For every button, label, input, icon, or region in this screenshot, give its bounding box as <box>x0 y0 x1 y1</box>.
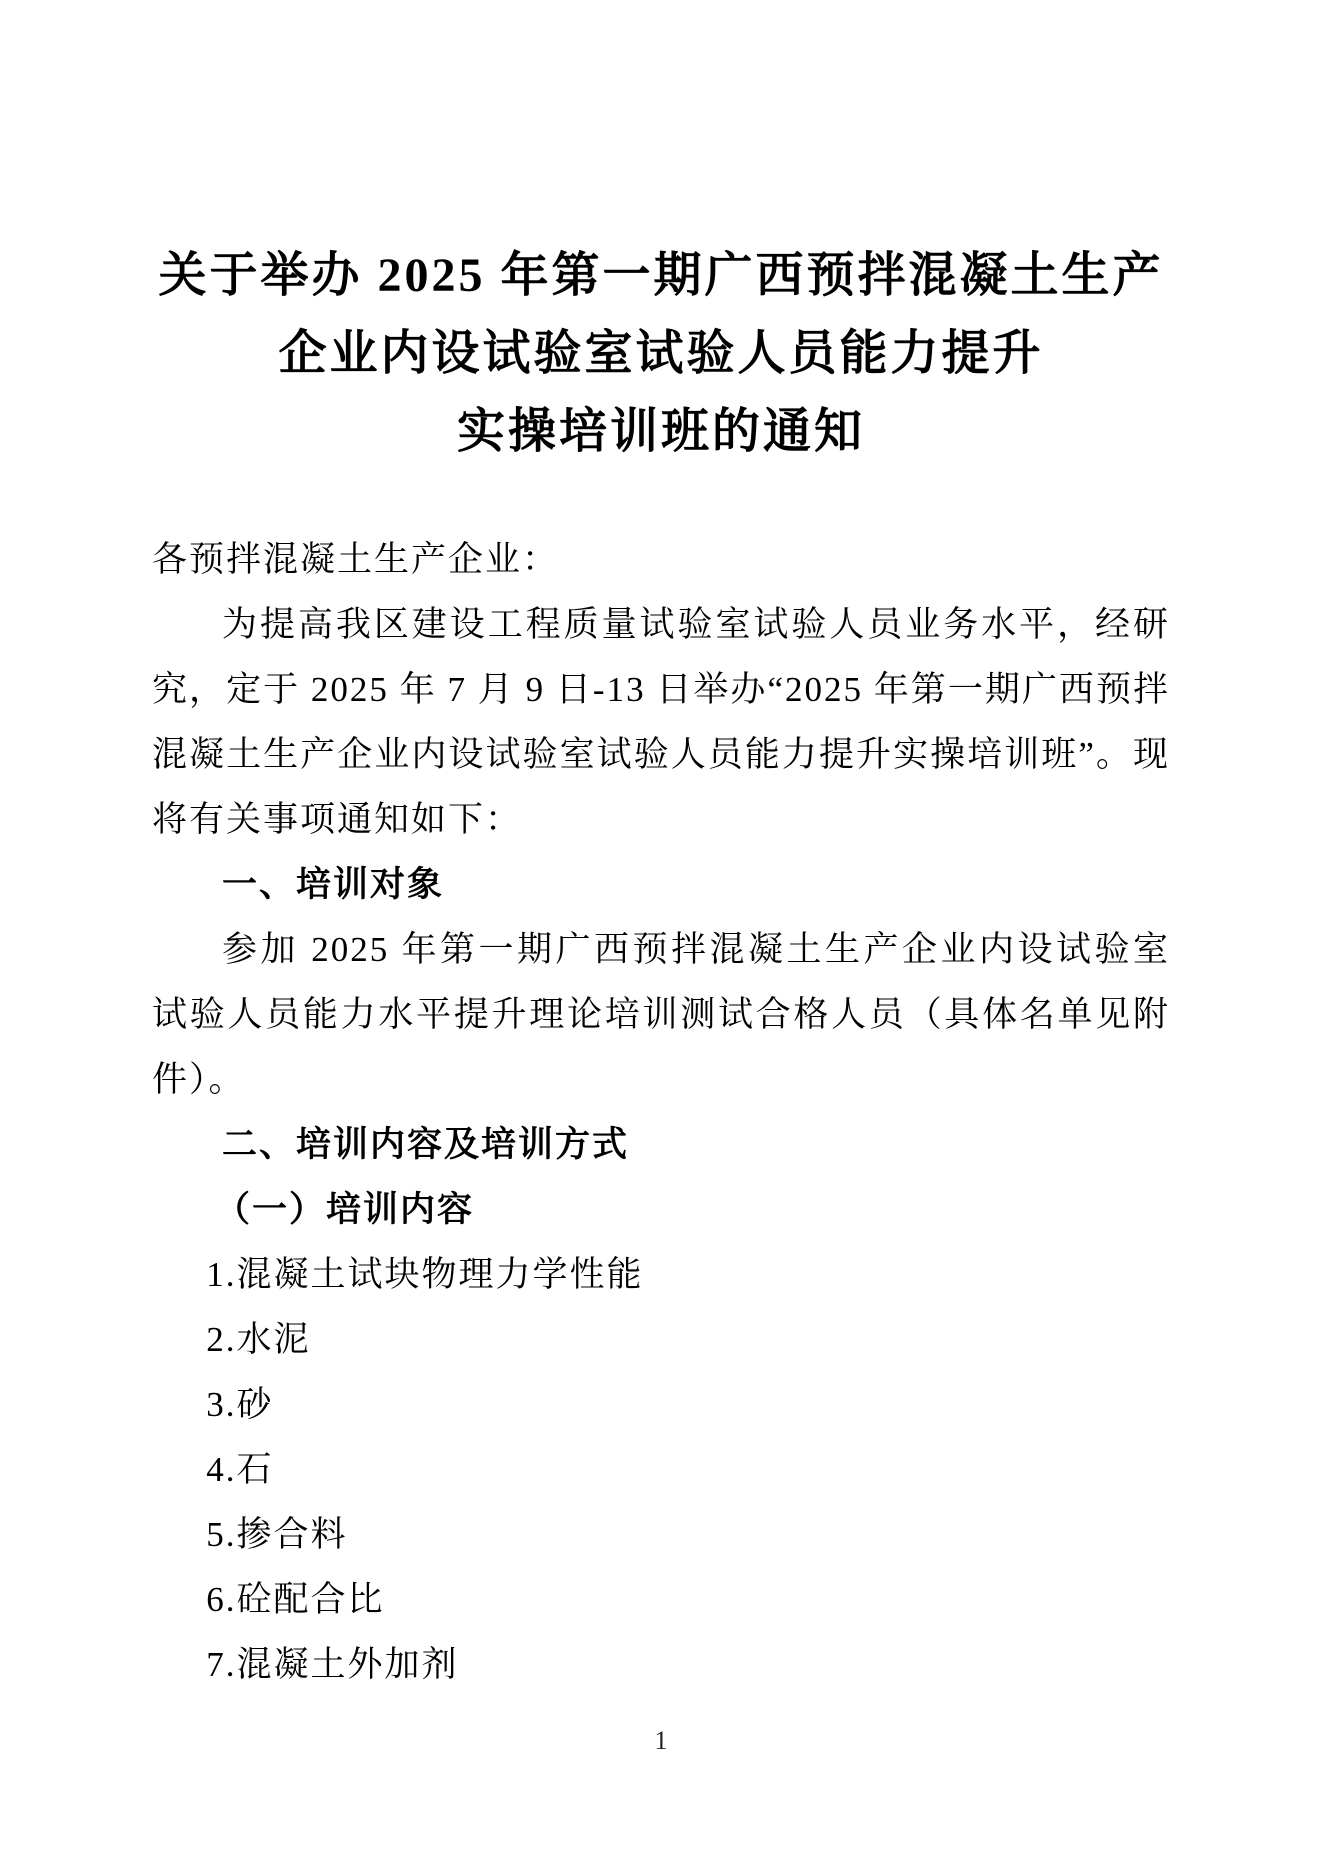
training-item-5: 5.掺合料 <box>206 1515 348 1554</box>
section-1-heading: 一、培训对象 <box>222 865 445 904</box>
trainees-paragraph: 参加 2025 年第一期广西预拌混凝土生产企业内设试验室试验人员能力水平提升理论培训测试合格人员（具体名单见附件）。 <box>152 930 1170 1099</box>
training-item-7: 7.混凝土外加剂 <box>206 1645 459 1684</box>
intro-paragraph: 为提高我区建设工程质量试验室试验人员业务水平，经研究，定于 2025 年 7 月 9 日-13 日举办“2025 年第一期广西预拌混凝土生产企业内设试验室试验人员能力提升实操培训班”。现将有关事项通知如下： <box>152 605 1170 839</box>
training-item-1: 1.混凝土试块物理力学性能 <box>206 1255 644 1294</box>
title-line-3: 实操培训班的通知 <box>456 405 865 458</box>
training-item-6: 6.砼配合比 <box>206 1580 385 1619</box>
section-2-heading: 二、培训内容及培训方式 <box>222 1125 630 1164</box>
training-item-2: 2.水泥 <box>206 1320 311 1359</box>
training-item-4: 4.石 <box>206 1450 274 1489</box>
training-item-3: 3.砂 <box>206 1385 274 1424</box>
title-line-1: 关于举办 2025 年第一期广西预拌混凝土生产 <box>158 249 1164 302</box>
subsection-1-heading: （一）培训内容 <box>215 1190 475 1229</box>
title-line-2: 企业内设试验室试验人员能力提升 <box>278 327 1044 380</box>
document-body <box>0 527 1322 1697</box>
salutation: 各预拌混凝土生产企业： <box>152 540 560 579</box>
document-title <box>0 0 1322 471</box>
page-number: 1 <box>654 1726 668 1755</box>
